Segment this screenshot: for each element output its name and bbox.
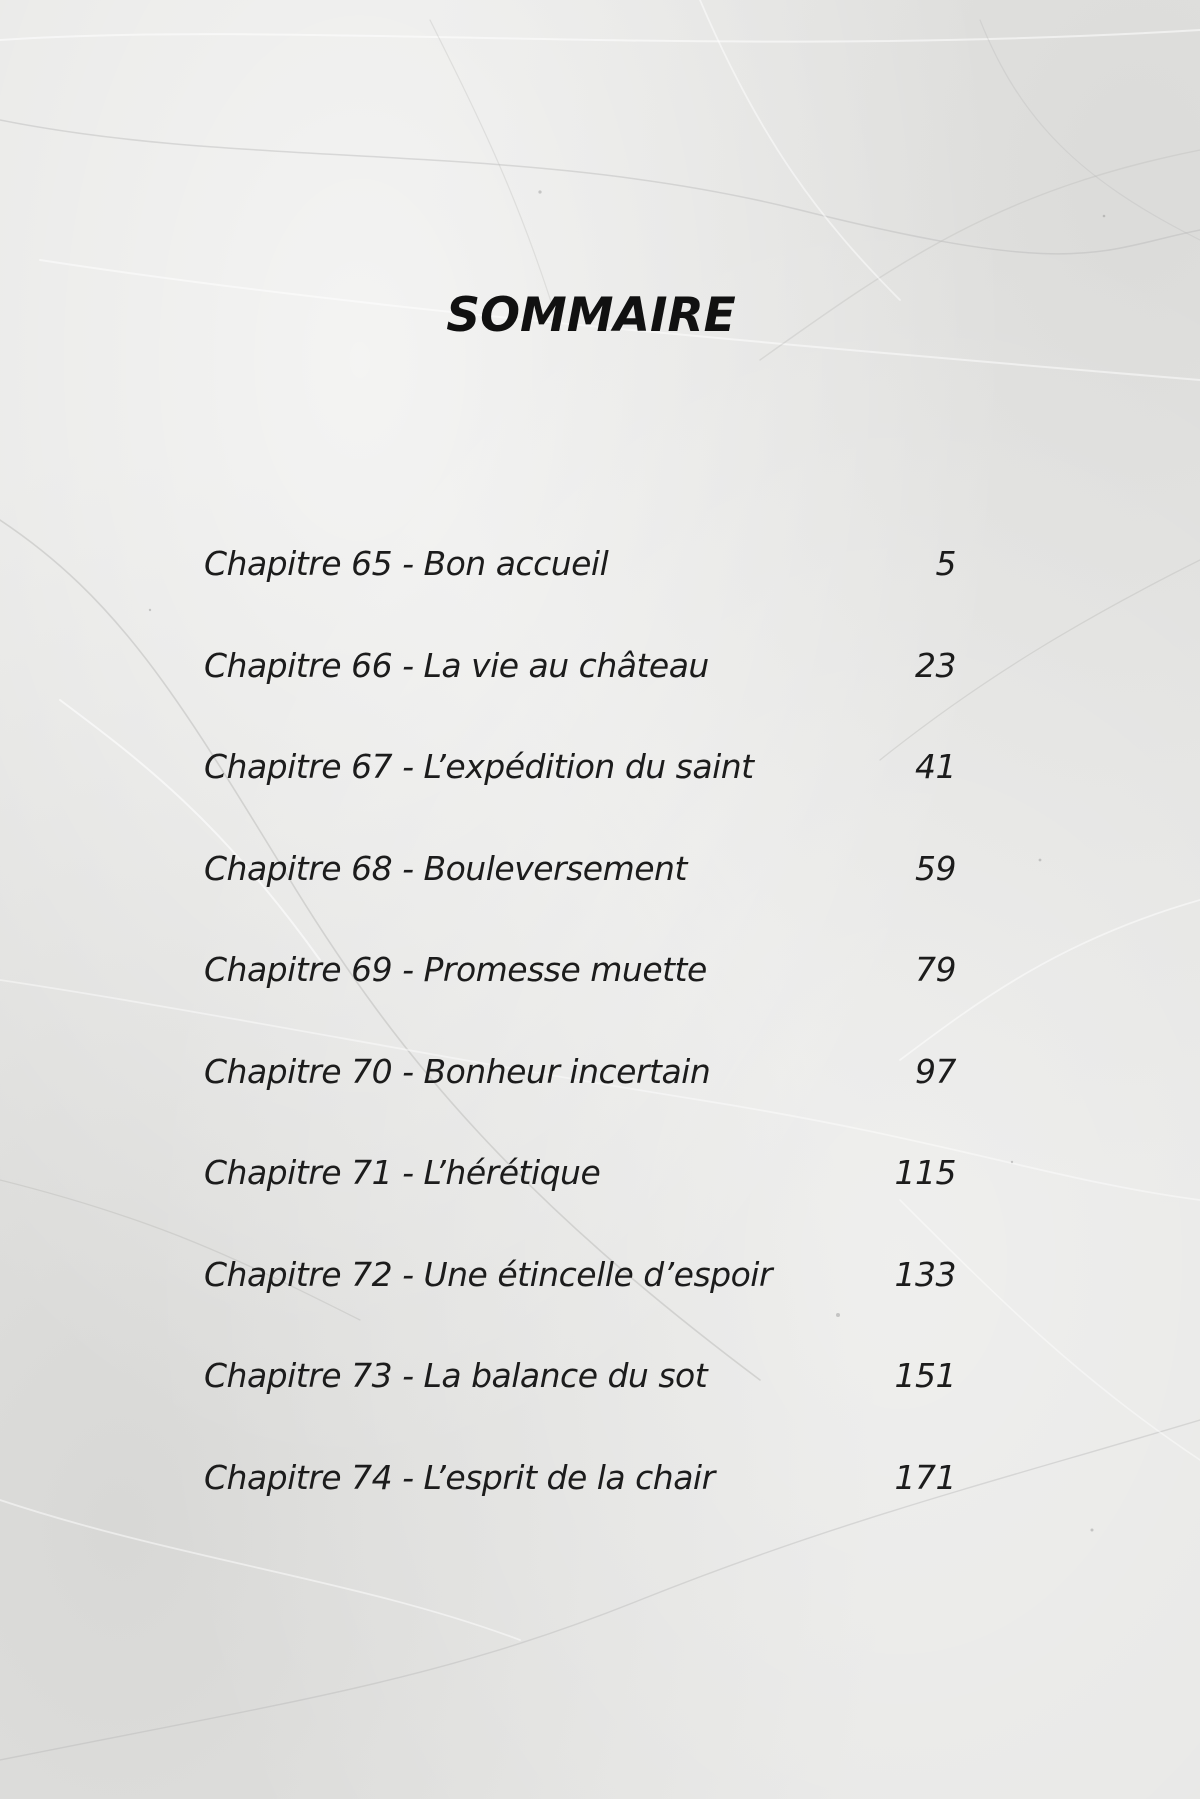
toc-entry-page: 23 xyxy=(915,645,956,685)
toc-entry-page: 97 xyxy=(915,1051,956,1091)
toc-entry-title: Chapitre 65 - Bon accueil xyxy=(204,544,609,583)
toc-entry-title: Chapitre 73 - La balance du sot xyxy=(204,1356,708,1395)
toc-entry xyxy=(204,950,956,1052)
toc-entry xyxy=(204,544,956,646)
toc-entry-title: Chapitre 74 - L’esprit de la chair xyxy=(204,1457,715,1497)
toc-entry xyxy=(204,1153,956,1255)
toc-entry-page: 5 xyxy=(935,544,956,583)
page-title: SOMMAIRE xyxy=(446,288,736,343)
toc-entry xyxy=(204,1458,956,1560)
toc-entry xyxy=(204,1356,956,1458)
toc-entry xyxy=(204,849,956,951)
toc-entry-title: Chapitre 72 - Une étincelle d’espoir xyxy=(204,1254,773,1294)
toc-entry-page: 59 xyxy=(915,848,956,888)
toc-entry xyxy=(204,646,956,748)
toc-entry-title: Chapitre 66 - La vie au château xyxy=(204,645,709,685)
table-of-contents xyxy=(204,544,956,1559)
toc-entry xyxy=(204,1255,956,1357)
toc-entry-page: 171 xyxy=(894,1457,956,1497)
toc-entry-title: Chapitre 71 - L’hérétique xyxy=(204,1153,601,1192)
toc-entry-title: Chapitre 69 - Promesse muette xyxy=(204,950,707,989)
toc-entry xyxy=(204,1052,956,1154)
toc-entry-page: 133 xyxy=(894,1254,956,1294)
toc-entry xyxy=(204,747,956,849)
toc-entry-page: 79 xyxy=(915,950,956,989)
toc-entry-page: 151 xyxy=(894,1356,956,1395)
toc-entry-title: Chapitre 70 - Bonheur incertain xyxy=(204,1051,711,1091)
toc-entry-page: 41 xyxy=(915,747,956,786)
toc-entry-page: 115 xyxy=(894,1153,956,1192)
toc-entry-title: Chapitre 68 - Bouleversement xyxy=(204,848,687,888)
toc-entry-title: Chapitre 67 - L’expédition du saint xyxy=(204,747,754,786)
